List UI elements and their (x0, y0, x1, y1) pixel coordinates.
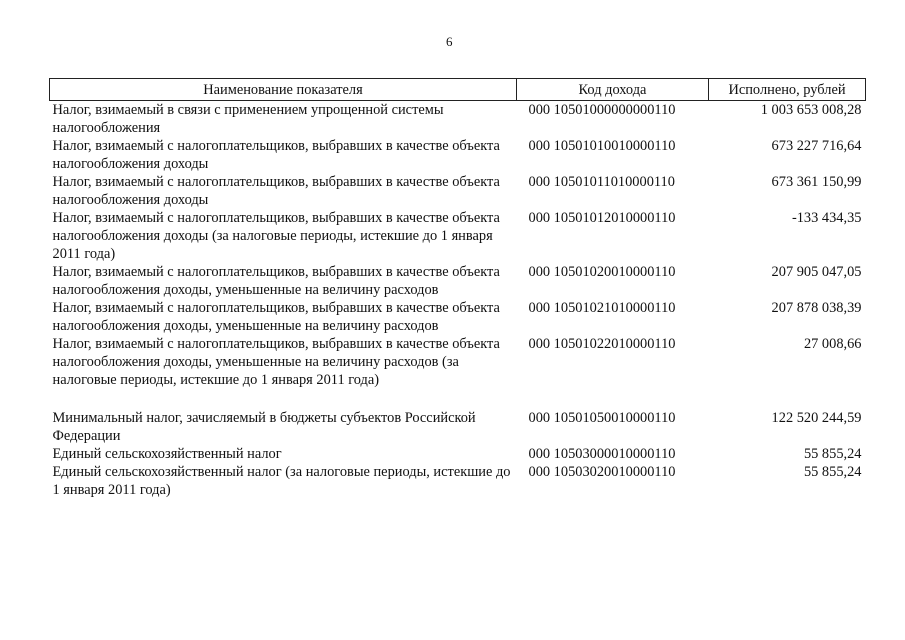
row-code: 000 10503000010000110 (528, 446, 676, 462)
table-row (50, 137, 866, 173)
row-name: Налог, взимаемый с налогоплательщиков, выбравших в качестве объекта налогообложения доходы, уменьшенные на величину расходов (52, 300, 500, 334)
row-amount: 1 003 653 008,28 (760, 102, 862, 118)
row-code: 000 10501012010000110 (528, 210, 676, 226)
header-code: Код дохода (517, 79, 709, 101)
row-amount: 673 361 150,99 (771, 174, 862, 190)
row-amount: 207 878 038,39 (771, 300, 862, 316)
table-row (50, 101, 866, 138)
row-amount: 27 008,66 (803, 336, 862, 352)
row-code: 000 10503020010000110 (528, 464, 676, 480)
table-row (50, 463, 866, 499)
row-code: 000 10501022010000110 (528, 336, 676, 352)
header-amount: Исполнено, рублей (709, 79, 866, 101)
row-code: 000 10501021010000110 (528, 300, 676, 316)
row-amount: -133 434,35 (791, 210, 862, 226)
spacer-cell (709, 389, 866, 409)
row-amount: 55 855,24 (803, 446, 862, 462)
row-name: Минимальный налог, зачисляемый в бюджеты субъектов Российской Федерации (52, 410, 476, 444)
table-row (50, 173, 866, 209)
row-name: Налог, взимаемый с налогоплательщиков, выбравших в качестве объекта налогообложения доходы (за налоговые периоды, истекшие до 1 января 2011 года) (52, 210, 500, 262)
row-code: 000 10501011010000110 (528, 174, 675, 190)
row-name: Налог, взимаемый с налогоплательщиков, выбравших в качестве объекта налогообложения доходы, уменьшенные на величину расходов (52, 264, 500, 298)
header-name: Наименование показателя (50, 79, 517, 101)
row-amount: 55 855,24 (803, 464, 862, 480)
row-name: Налог, взимаемый с налогоплательщиков, выбравших в качестве объекта налогообложения доходы (52, 138, 500, 172)
table-body (50, 101, 866, 500)
row-name: Налог, взимаемый в связи с применением упрощенной системы налогообложения (52, 102, 444, 136)
row-name: Единый сельскохозяйственный налог (52, 446, 282, 462)
revenue-table (49, 78, 866, 499)
table-header (50, 79, 866, 101)
table-row (50, 335, 866, 389)
table-row (50, 299, 866, 335)
spacer-cell (50, 389, 517, 409)
row-amount: 207 905 047,05 (771, 264, 862, 280)
spacer-cell (517, 389, 709, 409)
table-row (50, 409, 866, 445)
header-row (50, 79, 866, 101)
row-code: 000 10501020010000110 (528, 264, 676, 280)
row-code: 000 10501010010000110 (528, 138, 676, 154)
table-row (50, 263, 866, 299)
row-name: Единый сельскохозяйственный налог (за налоговые периоды, истекшие до 1 января 2011 года) (52, 464, 511, 498)
spacer-row (50, 389, 866, 409)
row-amount: 122 520 244,59 (771, 410, 862, 426)
row-name: Налог, взимаемый с налогоплательщиков, выбравших в качестве объекта налогообложения доходы (52, 174, 500, 208)
page-number: 6 (446, 34, 453, 49)
table-row (50, 209, 866, 263)
row-code: 000 10501050010000110 (528, 410, 676, 426)
row-name: Налог, взимаемый с налогоплательщиков, выбравших в качестве объекта налогообложения доходы, уменьшенные на величину расходов (за налоговые периоды, истекшие до 1 января 2011 года) (52, 336, 500, 388)
row-amount: 673 227 716,64 (771, 138, 862, 154)
table-row (50, 445, 866, 463)
row-code: 000 10501000000000110 (528, 102, 676, 118)
